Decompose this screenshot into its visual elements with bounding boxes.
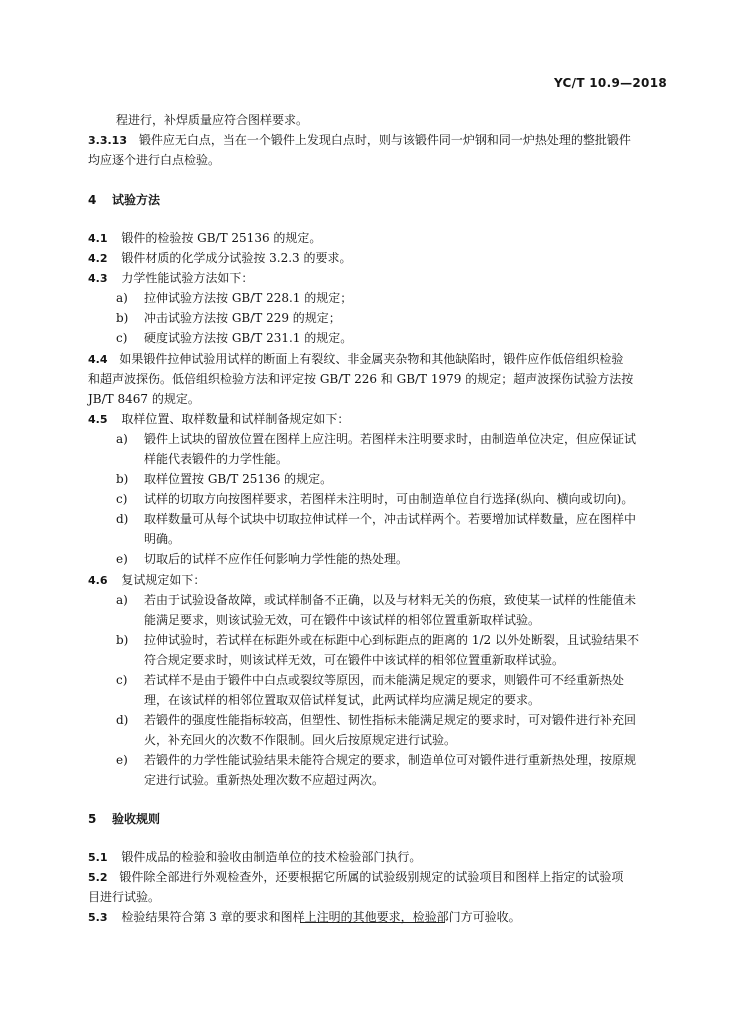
clause-text: 取样位置、取样数量和试样制备规定如下： xyxy=(121,412,350,426)
item-text-cont: 样能代表锻件的力学性能。 xyxy=(144,452,289,466)
clause-4-3 xyxy=(88,268,660,289)
item-label: d) xyxy=(116,713,129,727)
item-label: a) xyxy=(116,291,128,305)
clause-number: 5.1 xyxy=(88,851,108,864)
clause-number: 4.2 xyxy=(88,252,108,265)
list-item xyxy=(116,288,660,308)
section-title: 试验方法 xyxy=(112,193,161,207)
clause-4-5 xyxy=(88,409,660,430)
item-label: c) xyxy=(116,673,128,687)
item-text-cont: 明确。 xyxy=(144,532,181,546)
list-item xyxy=(116,630,660,670)
document-number: YC/T 10.9—2018 xyxy=(553,76,667,90)
clause-text: 锻件材质的化学成分试验按 3.2.3 的要求。 xyxy=(121,251,352,265)
section-number: 4 xyxy=(88,193,97,207)
item-label: a) xyxy=(116,432,128,446)
clause-number: 4.3 xyxy=(88,272,108,285)
list-item xyxy=(116,429,660,469)
clause-text: 力学性能试验方法如下： xyxy=(121,271,254,285)
clause-text-cont: 目进行试验。 xyxy=(88,890,161,904)
clause-5-2 xyxy=(88,867,660,888)
item-text: 拉伸试验方法按 GB/T 228.1 的规定； xyxy=(144,291,353,305)
clause-4-6 xyxy=(88,570,660,591)
item-text: 拉伸试验时，若试样在标距外或在标距中心到标距点的距离的 1/2 以外处断裂，且试验结果不 xyxy=(144,633,639,647)
clause-number: 5.3 xyxy=(88,911,108,924)
clause-text-cont: 均应逐个进行白点检验。 xyxy=(88,153,221,167)
item-label: b) xyxy=(116,633,129,647)
clause-number: 4.4 xyxy=(88,353,108,366)
list-item xyxy=(116,509,660,549)
clause-4-4 xyxy=(88,349,660,370)
item-text: 取样位置按 GB/T 25136 的规定。 xyxy=(144,472,333,486)
list-item xyxy=(116,590,660,630)
item-label: b) xyxy=(116,311,129,325)
clause-number: 3.3.13 xyxy=(88,134,127,147)
clause-text: 锻件除全部进行外观检查外，还要根据它所属的试验级别规定的试验项目和图样上指定的试验项 xyxy=(119,870,624,884)
clause-5-3 xyxy=(88,907,660,928)
item-text-cont: 能满足要求，则该试验无效，可在锻件中该试样的相邻位置重新取样试验。 xyxy=(144,613,541,627)
clause-number: 4.1 xyxy=(88,232,108,245)
clause-number: 4.6 xyxy=(88,574,108,587)
section-heading-4 xyxy=(88,191,160,208)
item-label: c) xyxy=(116,492,128,506)
clause-4-1 xyxy=(88,228,660,249)
item-label: e) xyxy=(116,753,128,767)
clause-text-cont: JB/T 8467 的规定。 xyxy=(88,392,200,406)
clause-text: 复试规定如下： xyxy=(121,573,206,587)
item-text-cont: 理，在该试样的相邻位置取双倍试样复试，此两试样均应满足规定的要求。 xyxy=(144,693,541,707)
clause-text: 检验结果符合第 3 章的要求和图样上注明的其他要求，检验部门方可验收。 xyxy=(121,910,521,924)
item-label: c) xyxy=(116,331,128,345)
section-number: 5 xyxy=(88,812,97,826)
clause-text-cont: 和超声波探伤。低倍组织检验方法和评定按 GB/T 226 和 GB/T 1979 的规定；超声波探伤试验方法按 xyxy=(88,372,634,386)
item-text: 硬度试验方法按 GB/T 231.1 的规定。 xyxy=(144,331,353,345)
clause-3-3-13 xyxy=(88,130,660,151)
item-text-cont: 符合规定要求时，则该试样无效，可在锻件中该试样的相邻位置重新取样试验。 xyxy=(144,653,565,667)
item-text: 若由于试验设备故障，或试样制备不正确，以及与材料无关的伤痕，致使某一试样的性能值未 xyxy=(144,593,637,607)
item-text: 试样的切取方向按图样要求，若图样未注明时，可由制造单位自行选择(纵向、横向或切向)。 xyxy=(144,492,634,506)
item-text: 冲击试验方法按 GB/T 229 的规定； xyxy=(144,311,341,325)
continued-text: 程进行，补焊质量应符合图样要求。 xyxy=(116,113,309,127)
item-text: 若锻件的强度性能指标较高，但塑性、韧性指标未能满足规定的要求时，可对锻件进行补充回 xyxy=(144,713,637,727)
clause-number: 5.2 xyxy=(88,871,108,884)
clause-number: 4.5 xyxy=(88,413,108,426)
clause-text: 锻件成品的检验和验收由制造单位的技术检验部门执行。 xyxy=(121,850,422,864)
clause-text: 如果锻件拉伸试验用试样的断面上有裂纹、非金属夹杂物和其他缺陷时，锻件应作低倍组织检验 xyxy=(119,352,624,366)
item-text: 切取后的试样不应作任何影响力学性能的热处理。 xyxy=(144,552,409,566)
list-item xyxy=(116,710,660,750)
list-item xyxy=(116,308,660,328)
clause-text: 锻件应无白点，当在一个锻件上发现白点时，则与该锻件同一炉钢和同一炉热处理的整批锻件 xyxy=(138,133,631,147)
section-heading-5 xyxy=(88,810,160,827)
clause-4-2 xyxy=(88,248,660,269)
item-text-cont: 火，补充回火的次数不作限制。回火后按原规定进行试验。 xyxy=(144,733,457,747)
item-text: 锻件上试块的留放位置在图样上应注明。若图样未注明要求时，由制造单位决定，但应保证试 xyxy=(144,432,637,446)
list-item xyxy=(116,549,660,569)
item-text: 若锻件的力学性能试验结果未能符合规定的要求，制造单位可对锻件进行重新热处理，按原规 xyxy=(144,753,637,767)
item-text: 取样数量可从每个试块中切取拉伸试样一个，冲击试样两个。若要增加试样数量，应在图样中 xyxy=(144,512,637,526)
list-item xyxy=(116,489,660,509)
list-item xyxy=(116,670,660,710)
item-text-cont: 定进行试验。重新热处理次数不应超过两次。 xyxy=(144,773,385,787)
section-title: 验收规则 xyxy=(112,812,161,826)
item-label: a) xyxy=(116,593,128,607)
clause-5-1 xyxy=(88,847,660,868)
item-label: d) xyxy=(116,512,129,526)
clause-text: 锻件的检验按 GB/T 25136 的规定。 xyxy=(121,231,322,245)
item-label: e) xyxy=(116,552,128,566)
list-item xyxy=(116,469,660,489)
item-label: b) xyxy=(116,472,129,486)
list-item xyxy=(116,328,660,348)
item-text: 若试样不是由于锻件中白点或裂纹等原因，而未能满足规定的要求，则锻件可不经重新热处 xyxy=(144,673,625,687)
end-rule xyxy=(300,922,445,923)
list-item xyxy=(116,750,660,790)
